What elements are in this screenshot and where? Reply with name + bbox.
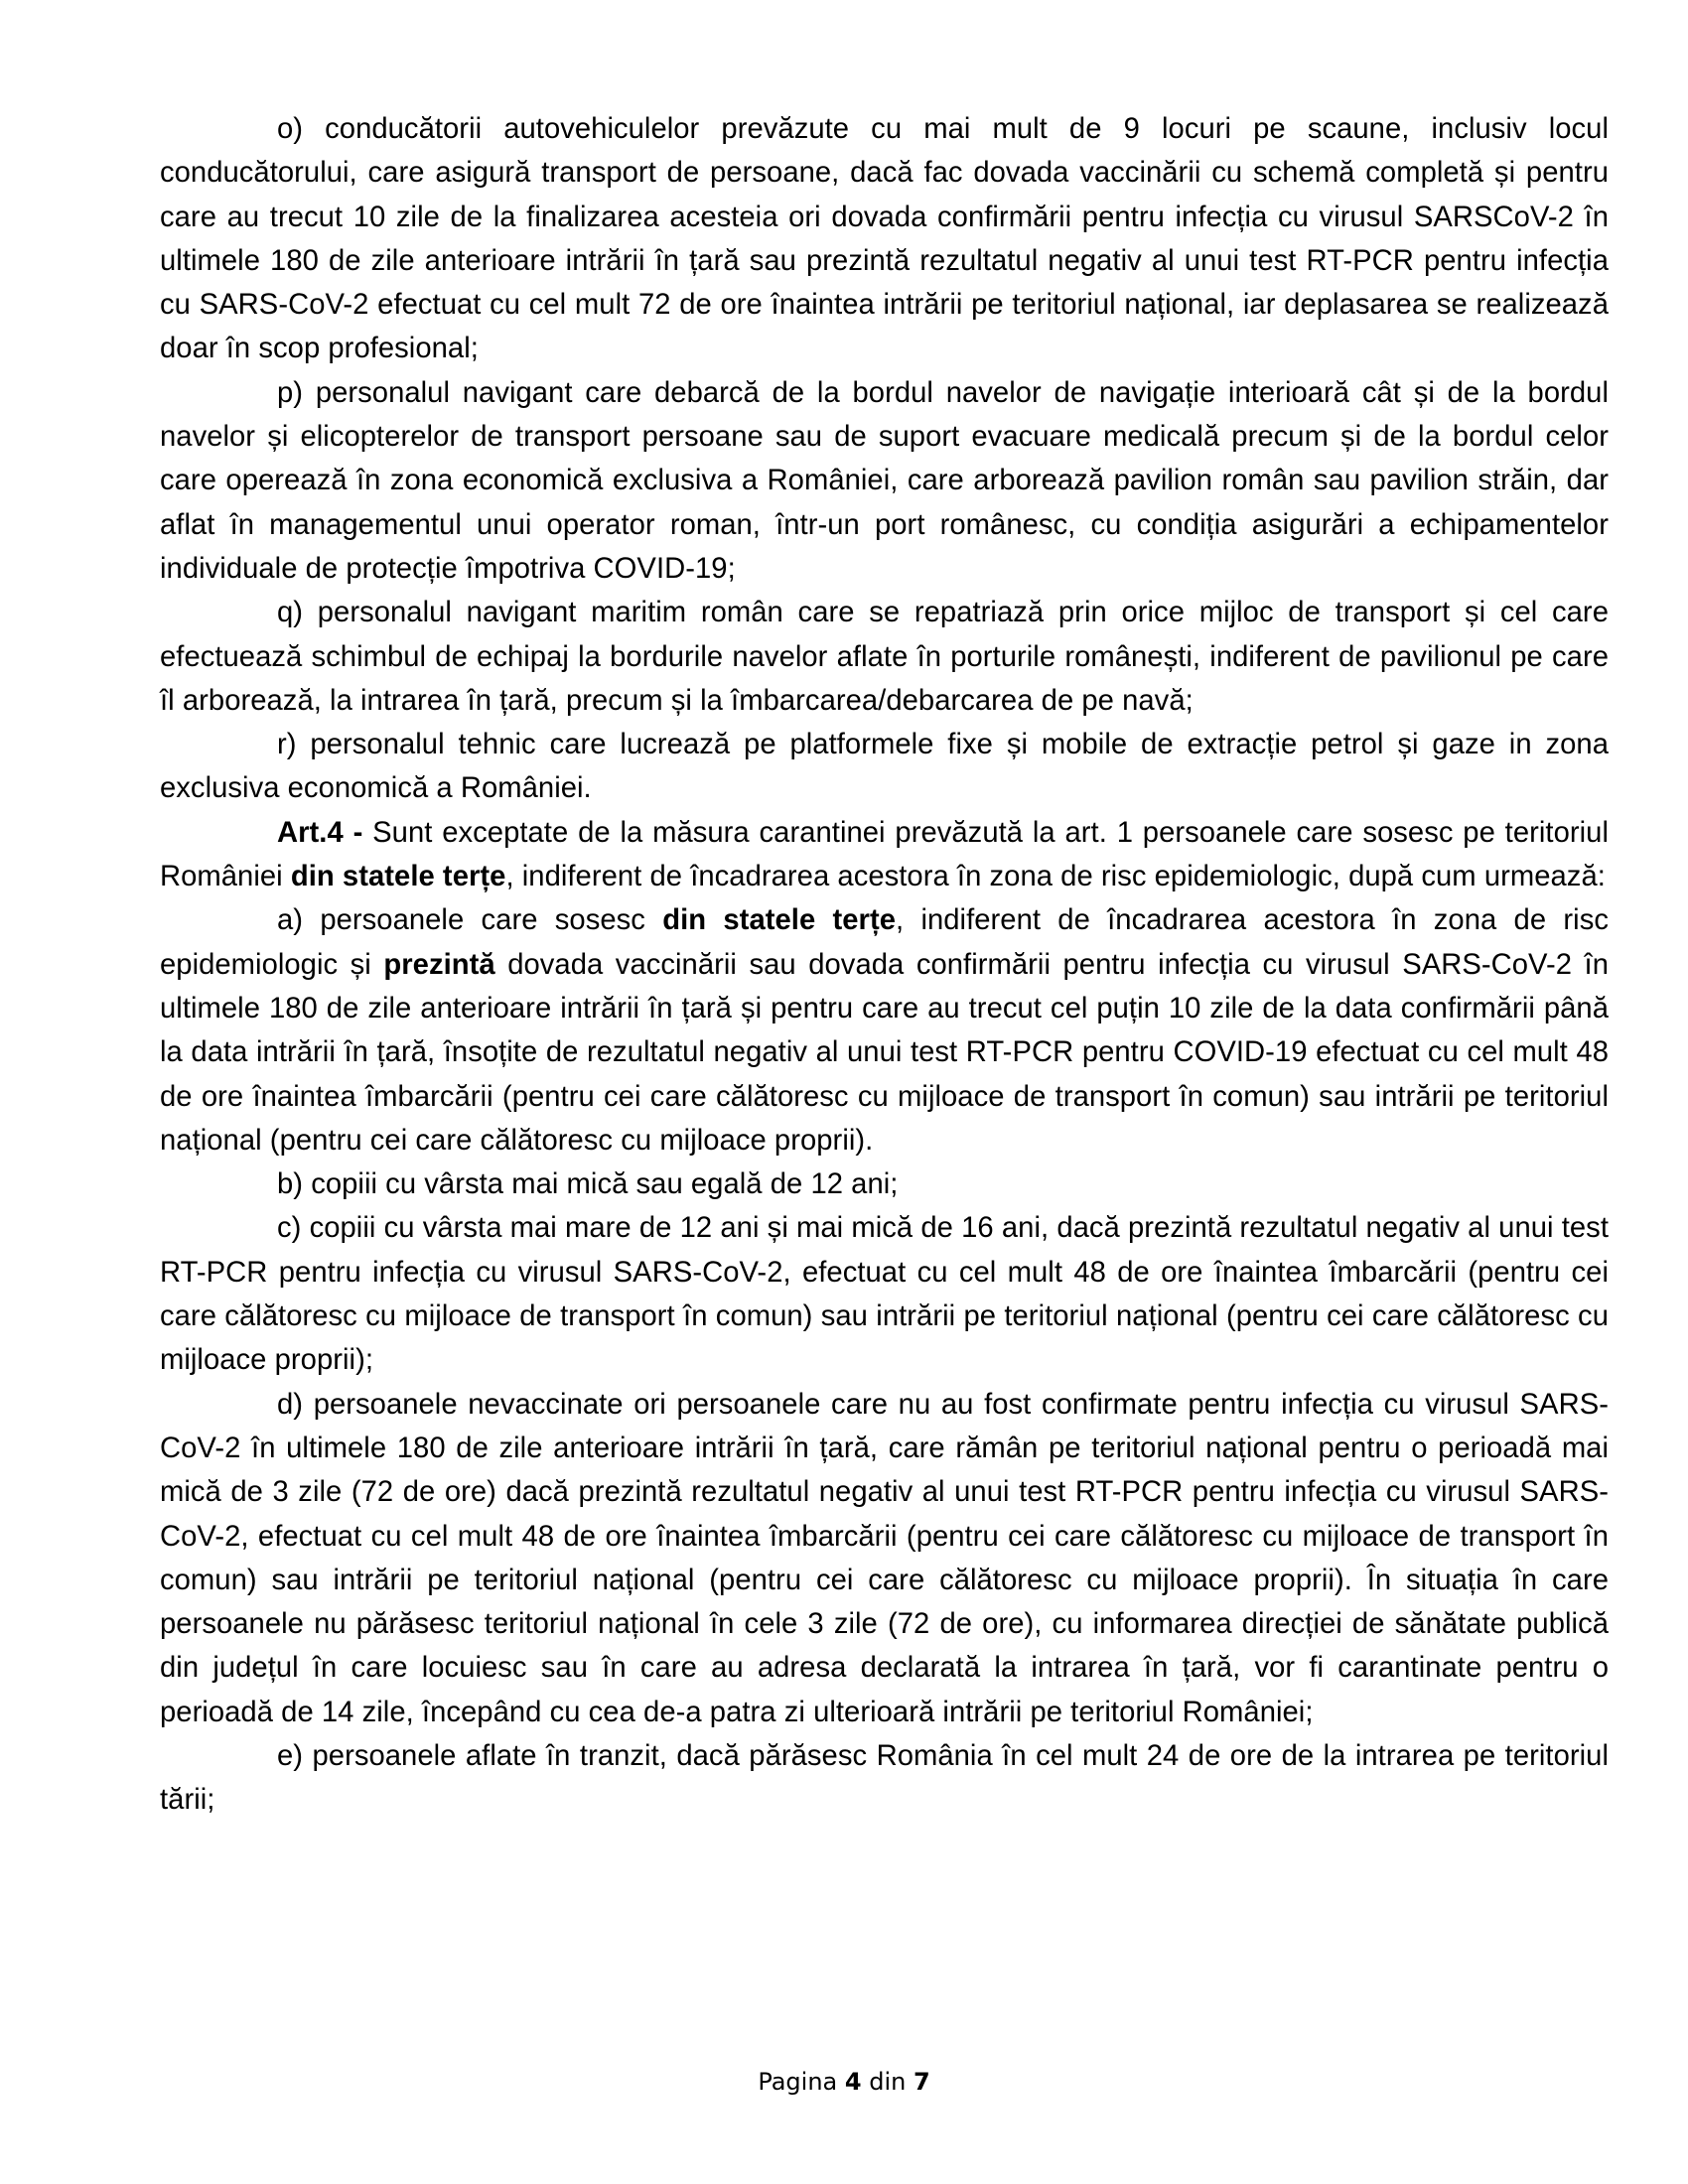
paragraph-text: , indiferent de încadrarea acestora în zona de risc epidemiologic și <box>160 904 1609 981</box>
paragraph-text: e) persoanele aflate în tranzit, dacă părăsesc România în cel mult 24 de ore de la intrarea pe teritoriul tării; <box>160 1739 1609 1817</box>
page-label: Pagina <box>758 2068 838 2096</box>
paragraph-text: dovada vaccinării sau dovada confirmării pentru infecția cu virusul SARS-CoV-2 în ultimele 180 de zile anterioare intrării în țară și pentru care au trecut cel puțin 10 zile de la data confirmării până la data intrării în țară, însoțite de rezultatul negativ al unui test RT-PCR pentru COVID-19 efectuat cu cel mult 48 de ore înaintea îmbarcării (pentru cei care călătoresc cu mijloace de transport în comun) sau intrării pe teritoriul național (pentru cei care călătoresc cu mijloace proprii). <box>160 948 1609 1157</box>
paragraph-text: r) personalul tehnic care lucrează pe platformele fixe și mobile de extracție petrol și gaze in zona exclusiva economică a României. <box>160 729 1609 805</box>
paragraph-text: o) conducătorii autovehiculelor prevăzute cu mai mult de 9 locuri pe scaune, inclusiv locul conducătorului, care asigură transport de persoane, dacă fac dovada vaccinării cu schemă completă și pentru care au trecut 10 zile de la finalizarea acesteia ori dovada confirmării pentru infecția cu virusul SARSCoV-2 în ultimele 180 de zile anterioare intrării în țară sau prezintă rezultatul negativ al unui test RT-PCR pentru infecția cu SARS-CoV-2 efectuat cu cel mult 72 de ore înaintea intrării pe teritoriul național, iar deplasarea se realizează doar în scop profesional; <box>160 113 1609 365</box>
page-number-footer <box>0 2067 1688 2097</box>
total-pages-number: 7 <box>913 2068 930 2096</box>
paragraph-text: c) copiii cu vârsta mai mare de 12 ani și mai mică de 16 ani, dacă prezintă rezultatul negativ al unui test RT-PCR pentru infecția cu virusul SARS-CoV-2, efectuat cu cel mult 48 de ore înaintea îmbarcării (pentru cei care călătoresc cu mijloace de transport în comun) sau intrării pe teritoriul național (pentru cei care călătoresc cu mijloace proprii); <box>160 1212 1609 1377</box>
article-label: Art.4 - <box>277 816 363 849</box>
paragraph-q <box>160 591 1609 723</box>
paragraph-a <box>160 898 1609 1162</box>
emphasis-text: din statele terțe <box>290 861 506 893</box>
paragraph-text: Sunt exceptate de la măsura carantinei prevăzută la art. 1 persoanele care sosesc pe teritoriul României <box>160 816 1609 893</box>
paragraph-d <box>160 1383 1609 1734</box>
paragraph-r <box>160 723 1609 811</box>
paragraph-text: d) persoanele nevaccinate ori persoanele care nu au fost confirmate pentru infecția cu virusul SARS-CoV-2 în ultimele 180 de zile anterioare intrării în țară, care rămân pe teritoriul național pentru o perioadă mai mică de 3 zile (72 de ore) dacă prezintă rezultatul negativ al unui test RT-PCR pentru infecția cu virusul SARS-CoV-2, efectuat cu cel mult 48 de ore înaintea îmbarcării (pentru cei care călătoresc cu mijloace de transport în comun) sau intrării pe teritoriul național (pentru cei care călătoresc cu mijloace proprii). În situația în care persoanele nu părăsesc teritoriul național în cele 3 zile (72 de ore), cu informarea direcției de sănătate publică din județul în care locuiesc sau în care au adresa declarată la intrarea în țară, vor fi carantinate pentru o perioadă de 14 zile, începând cu cea de-a patra zi ulterioară intrării pe teritoriul României; <box>160 1388 1609 1728</box>
paragraph-o <box>160 107 1609 371</box>
paragraph-b <box>160 1162 1609 1206</box>
article-4-heading-paragraph <box>160 811 1609 899</box>
paragraph-text: a) persoanele care sosesc <box>277 904 663 937</box>
paragraph-c <box>160 1206 1609 1382</box>
emphasis-text: din statele terțe <box>662 904 897 937</box>
paragraph-text: q) personalul navigant maritim român care se repatriază prin orice mijloc de transport și cel care efectuează schimbul de echipaj la bordurile navelor aflate în porturile românești, indiferent de pavilionul pe care îl arborează, la intrarea în țară, precum și la îmbarcarea/debarcarea de pe navă; <box>160 597 1609 717</box>
current-page-number: 4 <box>844 2068 862 2096</box>
document-body <box>160 107 1609 1823</box>
paragraph-p <box>160 371 1609 591</box>
paragraph-text: p) personalul navigant care debarcă de la bordul navelor de navigație interioară cât și de la bordul navelor și elicopterelor de transport persoane sau de suport evacuare medicală precum și de la bordul celor care operează în zona economică exclusiva a României, care arborează pavilion român sau pavilion străin, dar aflat în managementul unui operator roman, într-un port românesc, cu condiția asigurări a echipamentelor individuale de protecție împotriva COVID-19; <box>160 376 1609 585</box>
emphasis-text: prezintă <box>383 948 495 981</box>
page-separator: din <box>869 2068 907 2096</box>
paragraph-text: b) copiii cu vârsta mai mică sau egală de 12 ani; <box>277 1168 899 1201</box>
paragraph-text: , indiferent de încadrarea acestora în zona de risc epidemiologic, după cum urmează: <box>505 861 1606 893</box>
paragraph-e <box>160 1734 1609 1823</box>
